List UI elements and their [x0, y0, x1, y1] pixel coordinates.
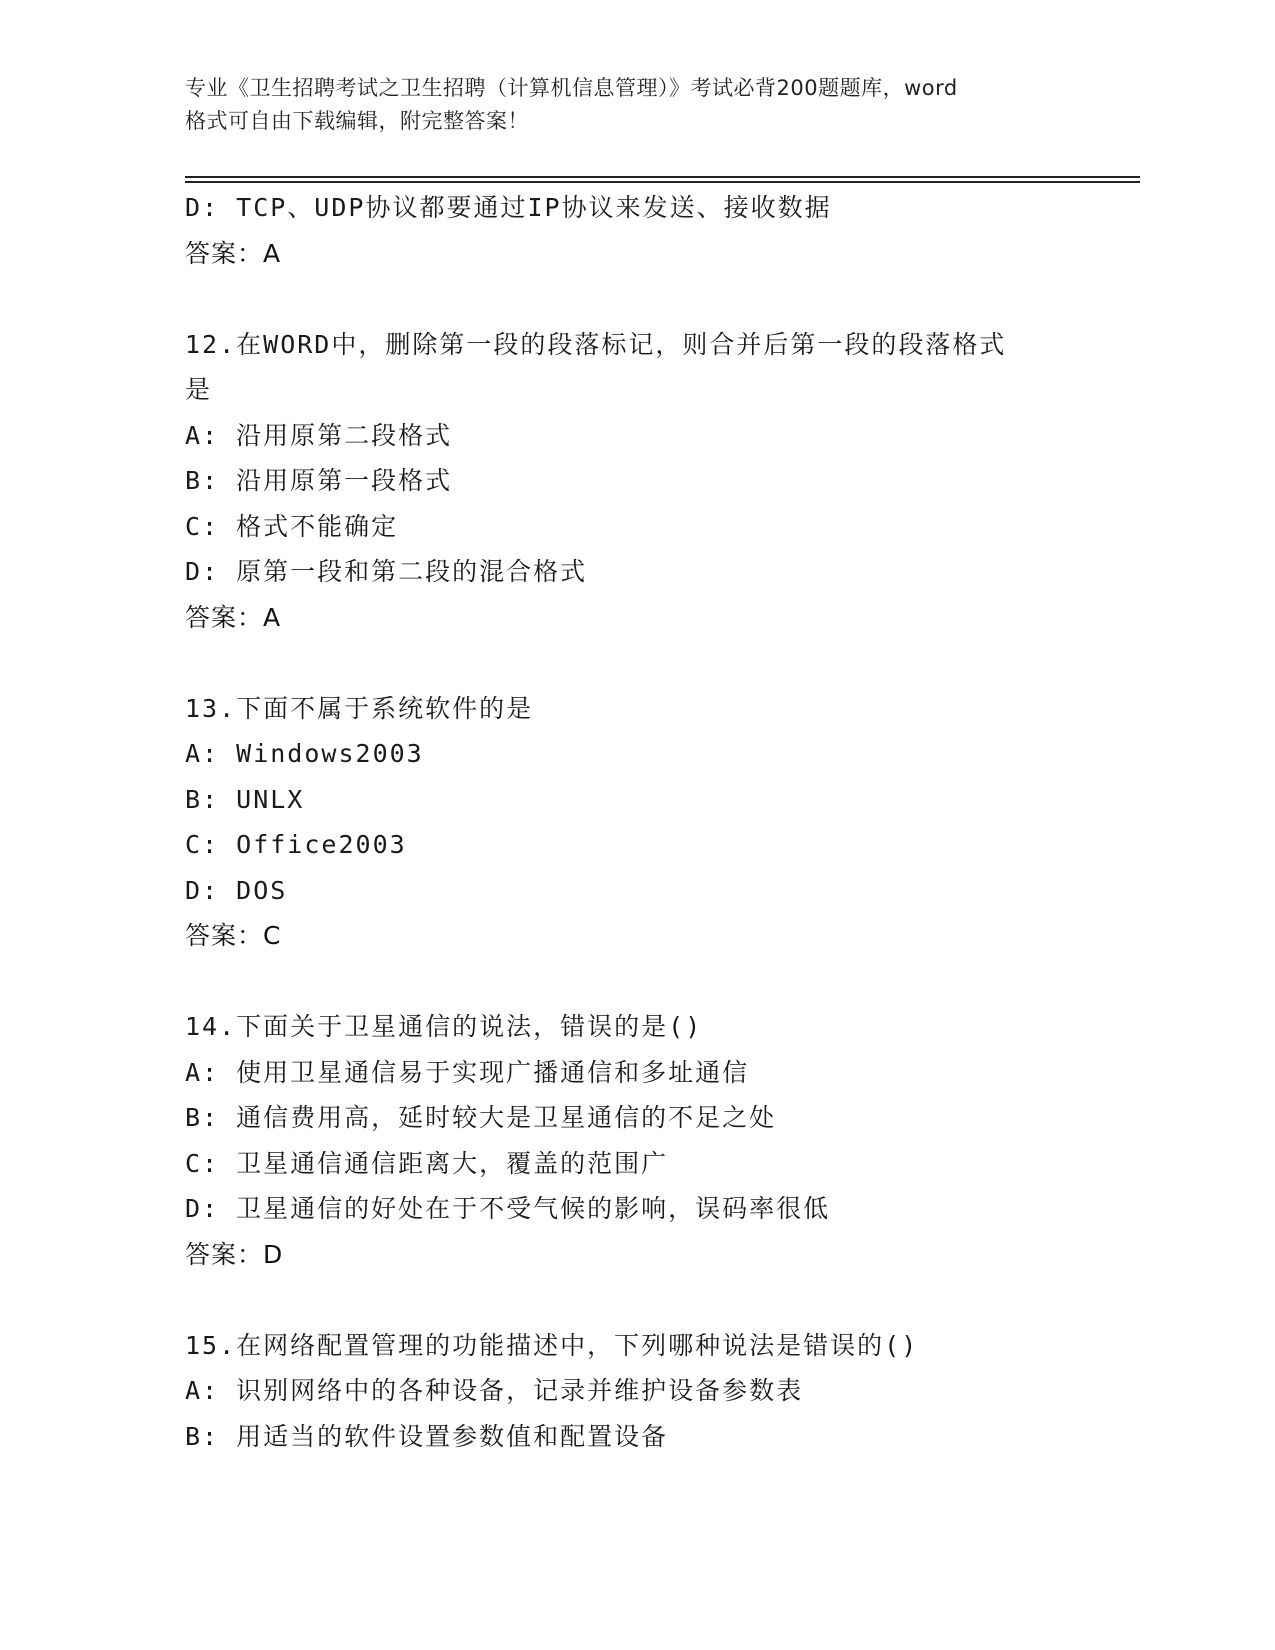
question-stem: 12.在WORD中，删除第一段的段落标记，则合并后第一段的段落格式 — [185, 329, 1007, 359]
question-stem-continued: 是 — [185, 375, 213, 404]
option-b: B: UNLX — [185, 784, 305, 814]
answer-line: 答案：D — [185, 1239, 284, 1269]
option-b: B: 用适当的软件设置参数值和配置设备 — [185, 1421, 669, 1451]
option-a: A: Windows2003 — [185, 739, 424, 768]
option-a: A: 识别网络中的各种设备，记录并维护设备参数表 — [185, 1376, 804, 1405]
question-stem: 14.下面关于卫星通信的说法，错误的是() — [185, 1012, 703, 1041]
spacer — [185, 640, 1085, 686]
spacer — [185, 276, 1085, 322]
question-12 — [185, 322, 1085, 641]
question-stem: 15.在网络配置管理的功能描述中，下列哪种说法是错误的() — [185, 1330, 919, 1360]
option-d: D: DOS — [185, 875, 288, 905]
question-14 — [185, 1004, 1085, 1277]
question-list — [185, 185, 1085, 1459]
option-c: C: 格式不能确定 — [185, 511, 399, 541]
question-15 — [185, 1323, 1085, 1460]
option-c: C: 卫星通信通信距离大，覆盖的范围广 — [185, 1148, 669, 1178]
option-c: C: Office2003 — [185, 830, 407, 859]
option-a: A: 沿用原第二段格式 — [185, 420, 453, 450]
option-a: A: 使用卫星通信易于实现广播通信和多址通信 — [185, 1057, 750, 1087]
option-d: D: TCP、UDP协议都要通过IP协议来发送、接收数据 — [185, 193, 832, 222]
header-divider-top — [185, 176, 1140, 178]
header-divider-bottom — [185, 181, 1140, 183]
question-13 — [185, 686, 1085, 959]
document-header — [185, 72, 1085, 138]
spacer — [185, 959, 1085, 1005]
previous-question-tail — [185, 185, 1085, 276]
spacer — [185, 1277, 1085, 1323]
question-stem: 13.下面不属于系统软件的是 — [185, 693, 534, 723]
option-b: B: 通信费用高，延时较大是卫星通信的不足之处 — [185, 1103, 777, 1132]
answer-line: 答案：C — [185, 921, 282, 950]
option-d: D: 卫星通信的好处在于不受气候的影响，误码率很低 — [185, 1194, 831, 1223]
header-title-line-1: 专业《卫生招聘考试之卫生招聘（计算机信息管理）》考试必背200题题库，word — [185, 76, 958, 100]
option-d: D: 原第一段和第二段的混合格式 — [185, 557, 588, 586]
option-b: B: 沿用原第一段格式 — [185, 466, 453, 495]
answer-line: 答案：A — [185, 238, 282, 268]
header-title-line-2: 格式可自由下载编辑，附完整答案！ — [185, 109, 529, 133]
answer-line: 答案：A — [185, 602, 282, 632]
